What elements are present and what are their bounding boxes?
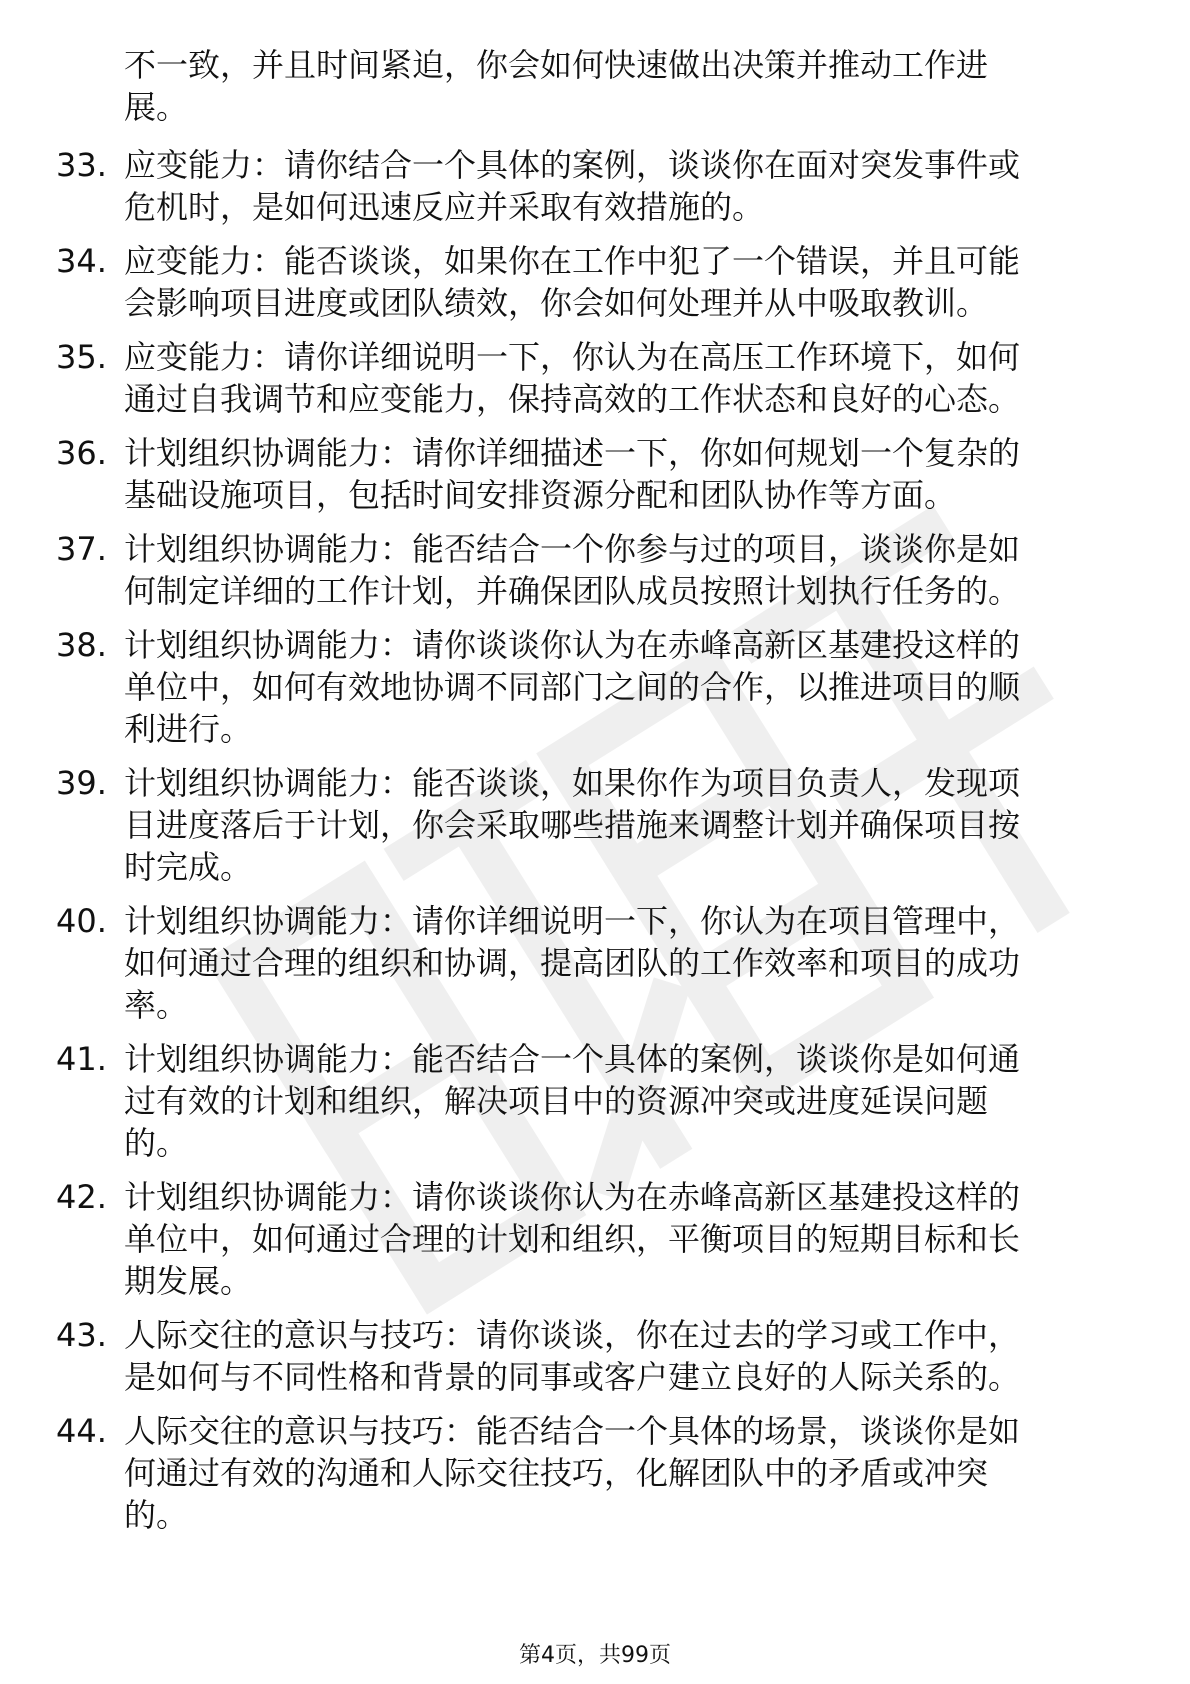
question-number: 37. — [56, 530, 107, 568]
page-footer: 第4页，共99页 — [519, 1643, 671, 1668]
question-item-40 — [56, 900, 1126, 1026]
question-number: 43. — [56, 1316, 107, 1354]
question-number: 42. — [56, 1178, 107, 1216]
question-number: 38. — [56, 626, 107, 664]
question-text: 计划组织协调能力：能否谈谈，如果你作为项目负责人，发现项 目进度落后于计划，你会采取哪些措施来调整计划并确保项目按 时完成。 — [124, 764, 1021, 886]
question-number: 33. — [56, 146, 107, 184]
question-text: 人际交往的意识与技巧：能否结合一个具体的场景，谈谈你是如 何通过有效的沟通和人际交往技巧，化解团队中的矛盾或冲突 的。 — [124, 1412, 1021, 1534]
question-item-34 — [56, 240, 1126, 324]
question-item-39 — [56, 762, 1126, 888]
question-text: 应变能力：请你详细说明一下，你认为在高压工作环境下，如何 通过自我调节和应变能力，保持高效的工作状态和良好的心态。 — [124, 338, 1021, 418]
question-text: 计划组织协调能力：请你详细说明一下，你认为在项目管理中， 如何通过合理的组织和协调，提高团队的工作效率和项目的成功 率。 — [124, 902, 1021, 1024]
question-text: 计划组织协调能力：能否结合一个具体的案例，谈谈你是如何通 过有效的计划和组织，解决项目中的资源冲突或进度延误问题 的。 — [124, 1040, 1021, 1162]
question-item-35 — [56, 336, 1126, 420]
question-number: 39. — [56, 764, 107, 802]
question-number: 36. — [56, 434, 107, 472]
continuation-paragraph — [56, 44, 1126, 128]
question-number: 40. — [56, 902, 107, 940]
question-text: 计划组织协调能力：请你详细描述一下，你如何规划一个复杂的 基础设施项目，包括时间安排资源分配和团队协作等方面。 — [124, 434, 1021, 514]
question-text: 应变能力：能否谈谈，如果你在工作中犯了一个错误，并且可能 会影响项目进度或团队绩效，你会如何处理并从中吸取教训。 — [124, 242, 1021, 322]
question-item-33 — [56, 144, 1126, 228]
question-item-36 — [56, 432, 1126, 516]
question-number: 34. — [56, 242, 107, 280]
question-item-44 — [56, 1410, 1126, 1536]
question-number: 35. — [56, 338, 107, 376]
question-item-42 — [56, 1176, 1126, 1302]
question-item-37 — [56, 528, 1126, 612]
question-text: 人际交往的意识与技巧：请你谈谈，你在过去的学习或工作中， 是如何与不同性格和背景的同事或客户建立良好的人际关系的。 — [124, 1316, 1021, 1396]
continuation-text: 不一致，并且时间紧迫，你会如何快速做出决策并推动工作进 展。 — [124, 46, 989, 126]
question-number: 44. — [56, 1412, 107, 1450]
question-text: 计划组织协调能力：能否结合一个你参与过的项目，谈谈你是如 何制定详细的工作计划，并确保团队成员按照计划执行任务的。 — [124, 530, 1021, 610]
question-item-43 — [56, 1314, 1126, 1398]
question-item-38 — [56, 624, 1126, 750]
question-item-41 — [56, 1038, 1126, 1164]
question-text: 计划组织协调能力：请你谈谈你认为在赤峰高新区基建投这样的 单位中，如何通过合理的计划和组织，平衡项目的短期目标和长 期发展。 — [124, 1178, 1021, 1300]
question-text: 应变能力：请你结合一个具体的案例，谈谈你在面对突发事件或 危机时，是如何迅速反应并采取有效措施的。 — [124, 146, 1021, 226]
question-number: 41. — [56, 1040, 107, 1078]
question-text: 计划组织协调能力：请你谈谈你认为在赤峰高新区基建投这样的 单位中，如何有效地协调不同部门之间的合作，以推进项目的顺 利进行。 — [124, 626, 1021, 748]
